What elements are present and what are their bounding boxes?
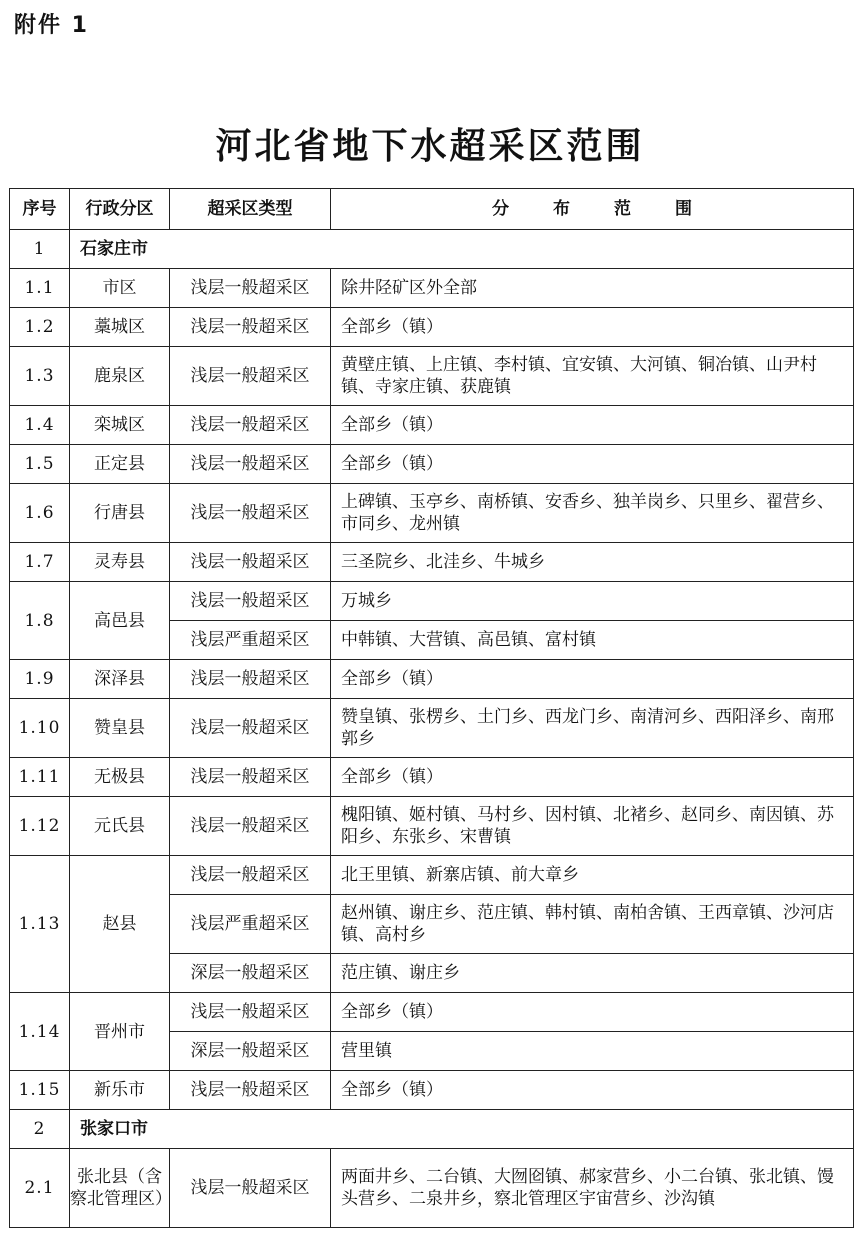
row-type: 浅层一般超采区 [170,543,331,582]
row-type: 浅层一般超采区 [170,797,331,856]
row-type: 浅层一般超采区 [170,1149,331,1228]
row-no: 1.7 [10,543,70,582]
table-row [10,660,854,699]
row-scope: 黄壁庄镇、上庄镇、李村镇、宜安镇、大河镇、铜冶镇、山尹村镇、寺家庄镇、获鹿镇 [331,347,854,406]
row-area: 市区 [70,269,170,308]
table-row [10,797,854,856]
row-area: 灵寿县 [70,543,170,582]
row-no: 1.3 [10,347,70,406]
table-row [10,308,854,347]
row-scope: 赵州镇、谢庄乡、范庄镇、韩村镇、南柏舍镇、王西章镇、沙河店镇、高村乡 [331,895,854,954]
row-no: 2.1 [10,1149,70,1228]
row-scope: 槐阳镇、姬村镇、马村乡、因村镇、北褚乡、赵同乡、南因镇、苏阳乡、东张乡、宋曹镇 [331,797,854,856]
row-scope: 全部乡（镇） [331,308,854,347]
row-scope: 全部乡（镇） [331,993,854,1032]
row-scope: 上碑镇、玉亭乡、南桥镇、安香乡、独羊岗乡、只里乡、翟营乡、市同乡、龙州镇 [331,484,854,543]
row-scope: 北王里镇、新寨店镇、前大章乡 [331,856,854,895]
row-area: 鹿泉区 [70,347,170,406]
row-type: 浅层一般超采区 [170,445,331,484]
row-type: 浅层一般超采区 [170,269,331,308]
row-no: 1.8 [10,582,70,660]
row-scope: 两面井乡、二台镇、大囫囵镇、郝家营乡、小二台镇、张北镇、馒头营乡、二泉井乡，察北管理区宇宙营乡、沙沟镇 [331,1149,854,1228]
row-type: 浅层一般超采区 [170,308,331,347]
table-header-row [10,189,854,230]
row-scope: 万城乡 [331,582,854,621]
groundwater-overdraft-table [9,188,854,1228]
table-row [10,484,854,543]
table-row [10,582,854,621]
row-type: 浅层一般超采区 [170,758,331,797]
row-scope: 中韩镇、大营镇、高邑镇、富村镇 [331,621,854,660]
row-area: 栾城区 [70,406,170,445]
row-type: 深层一般超采区 [170,954,331,993]
row-type: 浅层一般超采区 [170,856,331,895]
row-area: 深泽县 [70,660,170,699]
row-area: 张北县（含察北管理区） [70,1149,170,1228]
row-type: 浅层一般超采区 [170,347,331,406]
table-row [10,993,854,1032]
row-no: 1.6 [10,484,70,543]
row-area: 无极县 [70,758,170,797]
row-scope: 全部乡（镇） [331,758,854,797]
section-no: 1 [10,230,70,269]
row-scope: 全部乡（镇） [331,445,854,484]
section-row [10,230,854,269]
row-no: 1.15 [10,1071,70,1110]
row-no: 1.1 [10,269,70,308]
row-type: 浅层严重超采区 [170,895,331,954]
row-no: 1.2 [10,308,70,347]
row-type: 浅层一般超采区 [170,484,331,543]
table-row [10,758,854,797]
section-city: 张家口市 [70,1110,854,1149]
row-area: 新乐市 [70,1071,170,1110]
table-row [10,1071,854,1110]
row-area: 元氏县 [70,797,170,856]
row-scope: 营里镇 [331,1032,854,1071]
header-scope: 分布范围 [331,189,854,230]
row-type: 浅层一般超采区 [170,699,331,758]
document-title: 河北省地下水超采区范围 [215,125,645,167]
table-row [10,856,854,895]
header-area: 行政分区 [70,189,170,230]
row-no: 1.14 [10,993,70,1071]
header-no: 序号 [10,189,70,230]
row-area: 行唐县 [70,484,170,543]
row-scope: 三圣院乡、北洼乡、牛城乡 [331,543,854,582]
table-row [10,406,854,445]
header-type: 超采区类型 [170,189,331,230]
row-type: 浅层一般超采区 [170,582,331,621]
row-type: 浅层一般超采区 [170,1071,331,1110]
row-no: 1.5 [10,445,70,484]
row-type: 深层一般超采区 [170,1032,331,1071]
row-no: 1.4 [10,406,70,445]
table-row [10,269,854,308]
row-type: 浅层一般超采区 [170,406,331,445]
table-row [10,699,854,758]
row-area: 高邑县 [70,582,170,660]
section-city: 石家庄市 [70,230,854,269]
row-no: 1.12 [10,797,70,856]
row-scope: 全部乡（镇） [331,406,854,445]
row-area: 正定县 [70,445,170,484]
section-row [10,1110,854,1149]
row-scope: 除井陉矿区外全部 [331,269,854,308]
row-area: 赞皇县 [70,699,170,758]
table-row [10,1149,854,1228]
row-scope: 全部乡（镇） [331,660,854,699]
row-no: 1.11 [10,758,70,797]
row-type: 浅层一般超采区 [170,993,331,1032]
row-scope: 范庄镇、谢庄乡 [331,954,854,993]
row-type: 浅层一般超采区 [170,660,331,699]
row-no: 1.13 [10,856,70,993]
attachment-label: 附件 1 [14,13,89,38]
row-scope: 全部乡（镇） [331,1071,854,1110]
section-no: 2 [10,1110,70,1149]
row-no: 1.10 [10,699,70,758]
table-row [10,347,854,406]
row-area: 晋州市 [70,993,170,1071]
row-scope: 赞皇镇、张楞乡、土门乡、西龙门乡、南清河乡、西阳泽乡、南邢郭乡 [331,699,854,758]
table-row [10,445,854,484]
table-row [10,543,854,582]
row-area: 藁城区 [70,308,170,347]
row-area: 赵县 [70,856,170,993]
row-no: 1.9 [10,660,70,699]
row-type: 浅层严重超采区 [170,621,331,660]
